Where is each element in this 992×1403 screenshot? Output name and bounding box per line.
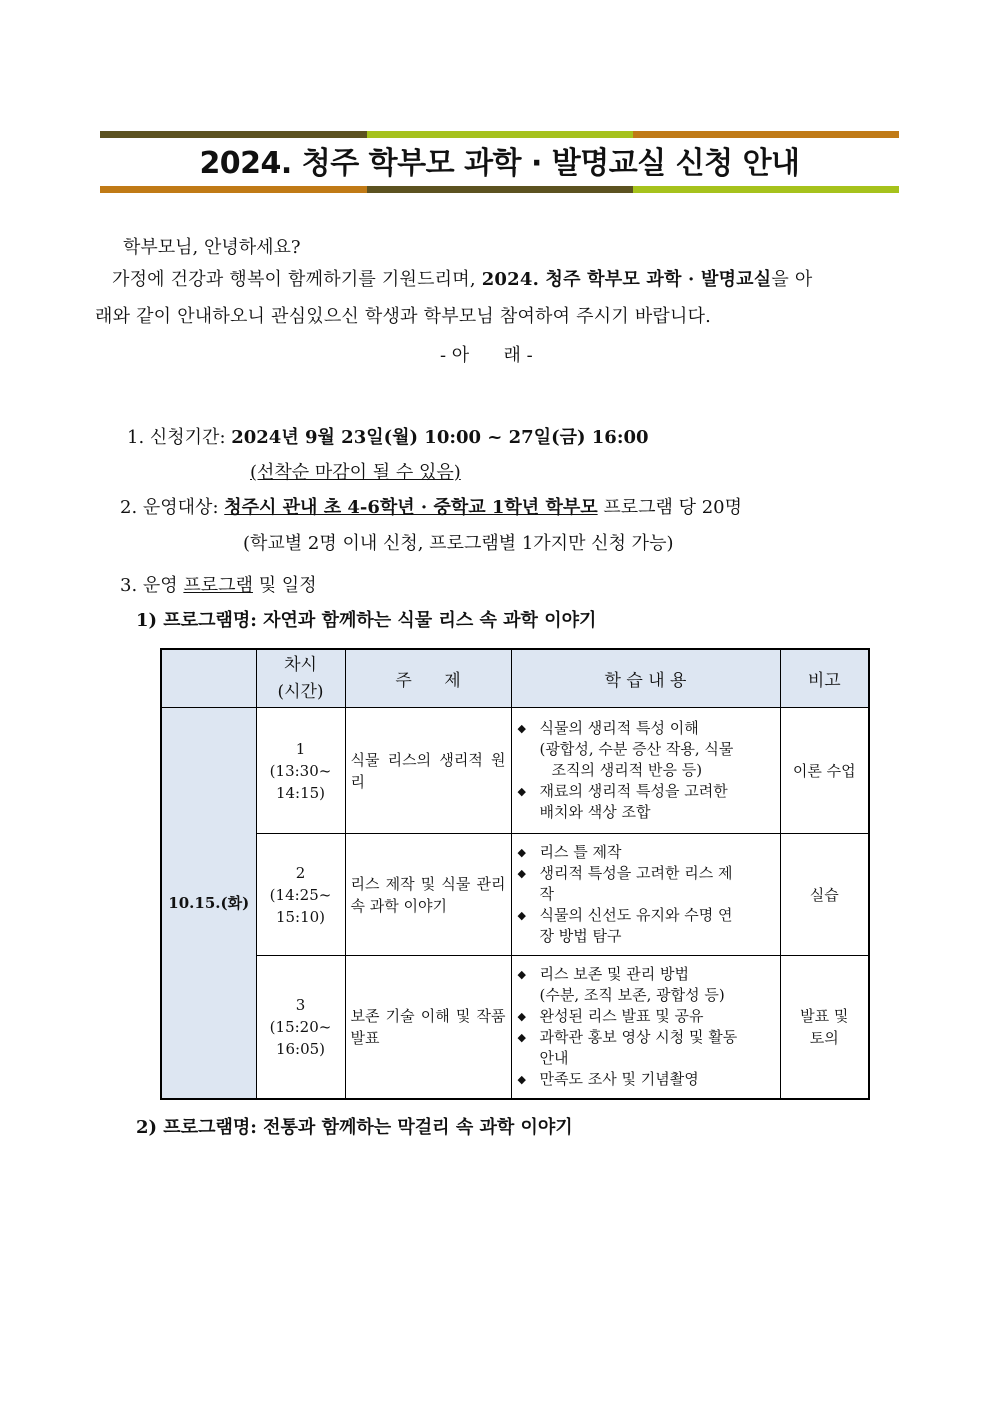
content-sub: 안내: [539, 1048, 569, 1067]
below-heading: - 아 래 -: [440, 345, 533, 366]
item-3-label-a: 3. 운영: [120, 575, 184, 596]
topic-cell: 리스 제작 및 식물 관리 속 과학 이야기: [345, 834, 511, 956]
table-row: [161, 956, 869, 1099]
note-a: 발표 및: [800, 1006, 849, 1025]
item-2-value: 청주시 관내 초 4-6학년 · 중학교 1학년 학부모: [224, 497, 598, 518]
item-3-label-c: 및 일정: [252, 575, 317, 596]
content-sub: 조직의 생리적 반응 등): [551, 761, 703, 779]
table-row: [161, 834, 869, 956]
content-cell: [511, 834, 780, 956]
item-2-label: 2. 운영대상:: [120, 497, 225, 518]
item-2: [120, 496, 742, 520]
table-header-row: [161, 649, 869, 708]
diamond-bullet-icon: ◆: [517, 967, 526, 981]
intro-program-name: 2024. 청주 학부모 과학 · 발명교실: [481, 269, 772, 290]
content-bullet: ◆ 과학관 홍보 영상 시청 및 활동: [517, 1027, 738, 1046]
session-cell: [256, 708, 345, 834]
session-num: 2: [295, 863, 306, 882]
diamond-bullet-icon: ◆: [517, 909, 526, 922]
content-bullet: ◆ 생리적 특성을 고려한 리스 제: [517, 864, 733, 882]
session-cell: [256, 956, 345, 1099]
item-1-note: (선착순 마감이 될 수 있음): [250, 462, 461, 483]
item-1-value: 2024년 9월 23일(월) 10:00 ~ 27일(금) 16:00: [231, 427, 649, 448]
item-1: [127, 426, 649, 450]
content-bullet: ◆ 식물의 신선도 유지와 수명 연: [517, 906, 733, 924]
session-time-a: (15:20~: [269, 1017, 332, 1036]
table-row: [161, 708, 869, 834]
content-sub: (광합성, 수분 증산 작용, 식물: [539, 740, 734, 758]
content-bullet: ◆ 완성된 리스 발표 및 공유: [517, 1006, 704, 1025]
note-cell: 실습: [780, 834, 869, 956]
diamond-bullet-icon: ◆: [517, 722, 526, 735]
content-bullet: ◆ 리스 틀 제작: [517, 843, 622, 861]
title-bar-top-olive: [100, 131, 367, 138]
intro-line-1: [112, 268, 812, 292]
header-note: 비고: [780, 649, 869, 708]
session-time-b: 14:15): [275, 783, 326, 802]
header-content: 학 습 내 용: [511, 649, 780, 708]
note-cell: 이론 수업: [780, 708, 869, 834]
header-session-b: (시간): [277, 681, 324, 702]
title-bar-bottom-orange: [100, 186, 367, 193]
intro-text-c: 을 아: [771, 269, 813, 290]
content-sub: 작: [539, 885, 554, 903]
note-cell: [780, 956, 869, 1099]
page-title: 2024. 청주 학부모 과학 · 발명교실 신청 안내: [199, 146, 800, 181]
session-time-a: (13:30~: [269, 761, 332, 780]
title-bar-bottom-olive: [367, 186, 633, 193]
header-topic: 주 제: [345, 649, 511, 708]
content-sub: 배치와 색상 조합: [539, 803, 651, 821]
content-bullet: ◆ 재료의 생리적 특성을 고려한: [517, 782, 728, 800]
content-cell: [511, 956, 780, 1099]
session-cell: [256, 834, 345, 956]
diamond-bullet-icon: ◆: [517, 867, 526, 880]
program-1-heading: 1) 프로그램명: 자연과 함께하는 식물 리스 속 과학 이야기: [136, 610, 597, 631]
title-bar-bottom-lime: [633, 186, 899, 193]
topic-cell: 보존 기술 이해 및 작품 발표: [345, 956, 511, 1099]
item-1-label: 1. 신청기간:: [127, 427, 232, 448]
session-time-b: 15:10): [275, 907, 326, 926]
header-session-a: 차시: [284, 654, 317, 675]
greeting: 학부모님, 안녕하세요?: [123, 237, 301, 258]
session-num: 3: [295, 995, 306, 1014]
diamond-bullet-icon: ◆: [517, 1009, 526, 1023]
intro-line-2: 래와 같이 안내하오니 관심있으신 학생과 학부모님 참여하여 주시기 바랍니다.: [95, 306, 712, 327]
content-bullet: ◆ 만족도 조사 및 기념촬영: [517, 1069, 699, 1088]
item-3: [120, 574, 317, 598]
content-bullet: ◆ 식물의 생리적 특성 이해: [517, 719, 699, 737]
diamond-bullet-icon: ◆: [517, 1072, 526, 1086]
header-empty: [161, 649, 256, 708]
diamond-bullet-icon: ◆: [517, 1030, 526, 1044]
item-2-suffix: 프로그램 당 20명: [597, 497, 743, 518]
session-num: 1: [295, 739, 306, 758]
schedule-table: [160, 648, 870, 1100]
title-bar-top-lime: [367, 131, 633, 138]
program-2-heading: 2) 프로그램명: 전통과 함께하는 막걸리 속 과학 이야기: [136, 1117, 573, 1138]
topic-cell: 식물 리스의 생리적 원리: [345, 708, 511, 834]
item-3-label-b: 프로그램: [183, 575, 253, 596]
session-time-a: (14:25~: [269, 885, 332, 904]
content-sub: (수분, 조직 보존, 광합성 등): [539, 985, 725, 1004]
content-bullet: ◆ 리스 보존 및 관리 방법: [517, 964, 689, 983]
content-cell: [511, 708, 780, 834]
header-session: [256, 649, 345, 708]
note-b: 토의: [809, 1028, 839, 1047]
content-sub: 장 방법 탐구: [539, 927, 622, 945]
date-cell: 10.15.(화): [161, 708, 256, 1099]
item-2-note: (학교별 2명 이내 신청, 프로그램별 1가지만 신청 가능): [243, 533, 674, 554]
diamond-bullet-icon: ◆: [517, 785, 526, 798]
title-bar-top-orange: [633, 131, 899, 138]
diamond-bullet-icon: ◆: [517, 846, 526, 859]
session-time-b: 16:05): [275, 1039, 326, 1058]
intro-text-a: 가정에 건강과 행복이 함께하기를 기원드리며,: [112, 269, 482, 290]
